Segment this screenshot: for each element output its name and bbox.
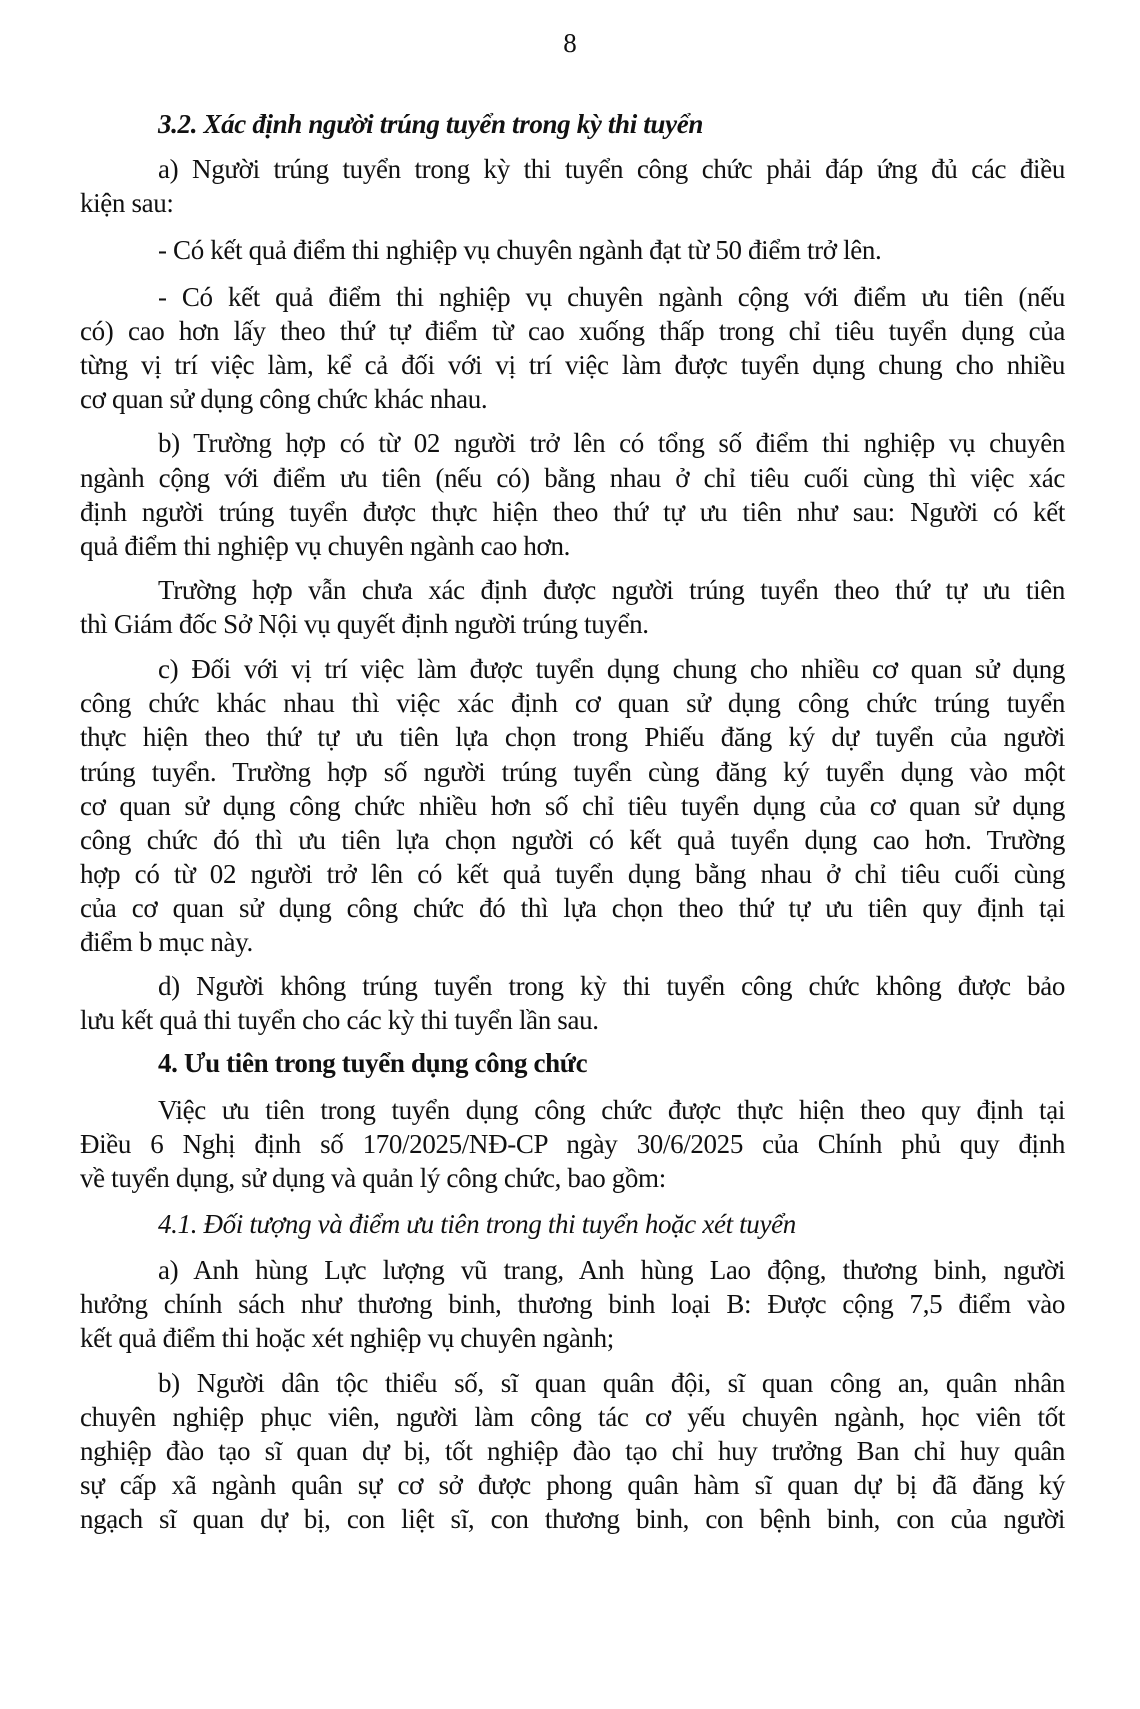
paragraph-line: điểm b mục này. [80,927,253,957]
paragraph-line: thì Giám đốc Sở Nội vụ quyết định người trúng tuyển. [80,609,649,639]
paragraph-line: - Có kết quả điểm thi nghiệp vụ chuyên ngành cộng với điểm ưu tiên (nếu [158,282,1065,312]
paragraph-line: a) Người trúng tuyển trong kỳ thi tuyển công chức phải đáp ứng đủ các điều [158,154,1065,184]
paragraph-line: Trường hợp vẫn chưa xác định được người trúng tuyển theo thứ tự ưu tiên [158,575,1065,605]
paragraph-line: hợp có từ 02 người trở lên có kết quả tuyển dụng bằng nhau ở chỉ tiêu cuối cùng [80,859,1065,889]
paragraph-line: d) Người không trúng tuyển trong kỳ thi tuyển công chức không được bảo [158,971,1065,1001]
section-heading-4: 4. Ưu tiên trong tuyển dụng công chức [158,1048,588,1078]
paragraph-line: Điều 6 Nghị định số 170/2025/NĐ-CP ngày 30/6/2025 của Chính phủ quy định [80,1129,1065,1159]
paragraph-line: a) Anh hùng Lực lượng vũ trang, Anh hùng Lao động, thương binh, người [158,1255,1065,1285]
paragraph-line: nghiệp đào tạo sĩ quan dự bị, tốt nghiệp đào tạo chỉ huy trưởng Ban chỉ huy quân [80,1436,1065,1466]
paragraph-line: kiện sau: [80,188,174,218]
paragraph-line: công chức khác nhau thì việc xác định cơ quan sử dụng công chức trúng tuyển [80,688,1065,718]
page-number: 8 [563,28,577,58]
paragraph-line: chuyên nghiệp phục viên, người làm công tác cơ yếu chuyên ngành, học viên tốt [80,1402,1065,1432]
paragraph-line: từng vị trí việc làm, kể cả đối với vị trí việc làm được tuyển dụng chung cho nhiều [80,350,1065,380]
paragraph-line: của cơ quan sử dụng công chức đó thì lựa chọn theo thứ tự ưu tiên quy định tại [80,893,1065,923]
paragraph-line: - Có kết quả điểm thi nghiệp vụ chuyên ngành đạt từ 50 điểm trở lên. [158,235,882,265]
section-heading-4-1: 4.1. Đối tượng và điểm ưu tiên trong thi tuyển hoặc xét tuyển [158,1209,796,1239]
paragraph-line: b) Người dân tộc thiểu số, sĩ quan quân đội, sĩ quan công an, quân nhân [158,1368,1065,1398]
paragraph-line: trúng tuyển. Trường hợp số người trúng tuyển cùng đăng ký tuyển dụng vào một [80,757,1065,787]
paragraph-line: thực hiện theo thứ tự ưu tiên lựa chọn trong Phiếu đăng ký dự tuyển của người [80,722,1065,752]
paragraph-line: cơ quan sử dụng công chức nhiều hơn số chỉ tiêu tuyển dụng của cơ quan sử dụng [80,791,1065,821]
paragraph-line: hưởng chính sách như thương binh, thương binh loại B: Được cộng 7,5 điểm vào [80,1289,1065,1319]
paragraph-line: có) cao hơn lấy theo thứ tự điểm từ cao xuống thấp trong chỉ tiêu tuyển dụng của [80,316,1065,346]
paragraph-line: b) Trường hợp có từ 02 người trở lên có tổng số điểm thi nghiệp vụ chuyên [158,428,1065,458]
section-heading-3-2: 3.2. Xác định người trúng tuyển trong kỳ thi tuyển [158,109,704,139]
paragraph-line: quả điểm thi nghiệp vụ chuyên ngành cao hơn. [80,531,571,561]
paragraph-line: Việc ưu tiên trong tuyển dụng công chức được thực hiện theo quy định tại [158,1095,1065,1125]
paragraph-line: kết quả điểm thi hoặc xét nghiệp vụ chuyên ngành; [80,1323,614,1353]
paragraph-line: về tuyển dụng, sử dụng và quản lý công chức, bao gồm: [80,1163,666,1193]
paragraph-line: lưu kết quả thi tuyển cho các kỳ thi tuyển lần sau. [80,1005,599,1035]
paragraph-line: ngành cộng với điểm ưu tiên (nếu có) bằng nhau ở chỉ tiêu cuối cùng thì việc xác [80,463,1065,493]
paragraph-line: c) Đối với vị trí việc làm được tuyển dụng chung cho nhiều cơ quan sử dụng [158,654,1065,684]
paragraph-line: định người trúng tuyển được thực hiện theo thứ tự ưu tiên như sau: Người có kết [80,497,1065,527]
paragraph-line: công chức đó thì ưu tiên lựa chọn người có kết quả tuyển dụng cao hơn. Trường [80,825,1065,855]
paragraph-line: ngạch sĩ quan dự bị, con liệt sĩ, con thương binh, con bệnh binh, con của người [80,1504,1065,1534]
paragraph-line: sự cấp xã ngành quân sự cơ sở được phong quân hàm sĩ quan dự bị đã đăng ký [80,1470,1065,1500]
paragraph-line: cơ quan sử dụng công chức khác nhau. [80,384,488,414]
